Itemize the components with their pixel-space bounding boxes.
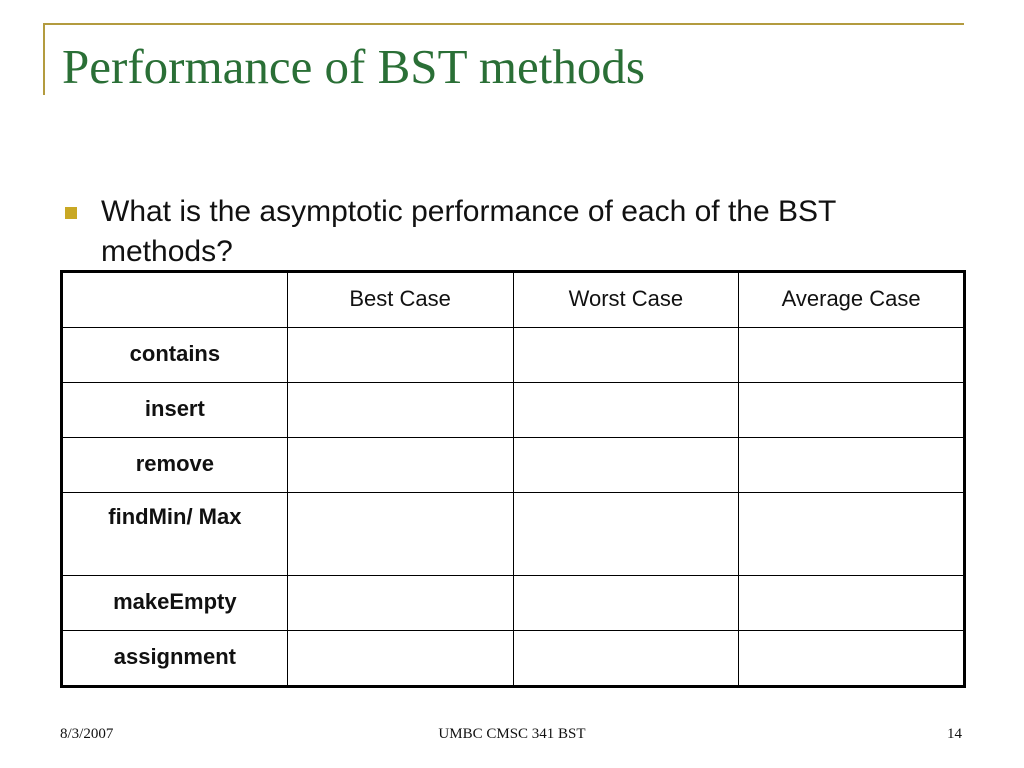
header-cell-average-case: Average Case bbox=[739, 272, 965, 328]
table-row bbox=[62, 493, 965, 576]
row-label-contains: contains bbox=[62, 328, 288, 383]
table-cell bbox=[287, 576, 513, 631]
row-label-remove: remove bbox=[62, 438, 288, 493]
header-cell-corner bbox=[62, 272, 288, 328]
table-row bbox=[62, 383, 965, 438]
table-cell bbox=[513, 493, 739, 576]
table-cell bbox=[739, 383, 965, 438]
table-cell bbox=[287, 438, 513, 493]
table-cell bbox=[739, 631, 965, 687]
table-row bbox=[62, 631, 965, 687]
table-cell bbox=[739, 576, 965, 631]
row-label-insert: insert bbox=[62, 383, 288, 438]
table-row bbox=[62, 328, 965, 383]
table-row bbox=[62, 438, 965, 493]
table-cell bbox=[513, 383, 739, 438]
header-cell-best-case: Best Case bbox=[287, 272, 513, 328]
table-cell bbox=[513, 328, 739, 383]
table-cell bbox=[739, 493, 965, 576]
table-cell bbox=[513, 438, 739, 493]
table-cell bbox=[739, 438, 965, 493]
table-cell bbox=[739, 328, 965, 383]
footer-page-number: 14 bbox=[947, 726, 962, 742]
table-cell bbox=[287, 631, 513, 687]
footer-date: 8/3/2007 bbox=[60, 726, 114, 742]
table-cell bbox=[287, 328, 513, 383]
square-bullet-icon bbox=[65, 207, 77, 219]
header-cell-worst-case: Worst Case bbox=[513, 272, 739, 328]
row-label-makeempty: makeEmpty bbox=[62, 576, 288, 631]
table-cell bbox=[513, 576, 739, 631]
frame-left-rule bbox=[43, 23, 45, 95]
row-label-findmin-max bbox=[62, 493, 288, 576]
table-cell bbox=[287, 383, 513, 438]
row-label-assignment: assignment bbox=[62, 631, 288, 687]
footer-course: UMBC CMSC 341 BST bbox=[438, 726, 586, 742]
table-cell bbox=[287, 493, 513, 576]
row-label-text: findMin/ Max bbox=[108, 504, 242, 529]
bullet-text: What is the asymptotic performance of each of the BST methods? bbox=[101, 195, 836, 268]
bst-performance-table bbox=[60, 270, 966, 688]
frame-top-rule bbox=[43, 23, 964, 25]
slide-title: Performance of BST methods bbox=[62, 39, 645, 94]
table-row bbox=[62, 576, 965, 631]
table-header-row bbox=[62, 272, 965, 328]
table-cell bbox=[513, 631, 739, 687]
